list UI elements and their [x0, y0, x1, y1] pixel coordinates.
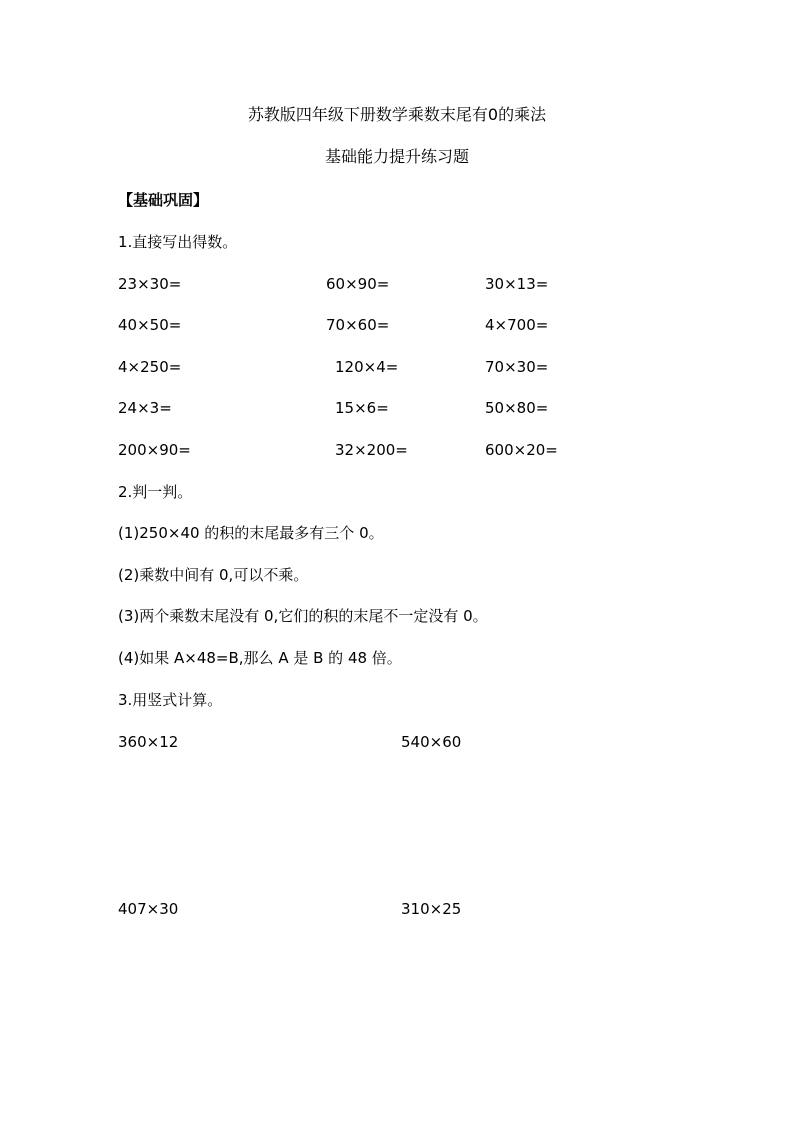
- q3-problem: 540×60: [401, 733, 462, 751]
- q1-item: 23×30=: [118, 275, 182, 293]
- q1-item: 4×250=: [118, 358, 182, 376]
- q1-item: 24×3=: [118, 399, 172, 417]
- q1-item: 600×20=: [485, 441, 558, 459]
- q2-statement: (1)250×40 的积的末尾最多有三个 0。: [118, 524, 384, 542]
- q1-item: 70×30=: [485, 358, 549, 376]
- q1-item: 200×90=: [118, 441, 191, 459]
- page-subtitle: 基础能力提升练习题: [324, 147, 469, 166]
- section-heading: 【基础巩固】: [118, 191, 209, 209]
- q1-item: 30×13=: [485, 275, 549, 293]
- q2-statement: (2)乘数中间有 0,可以不乘。: [118, 566, 309, 584]
- q1-item: 15×6=: [335, 399, 389, 417]
- q1-item: 70×60=: [326, 316, 390, 334]
- question-2-label: 2.判一判。: [118, 483, 193, 501]
- page-title: 苏教版四年级下册数学乘数末尾有0的乘法: [247, 105, 547, 124]
- q1-item: 120×4=: [335, 358, 399, 376]
- question-3-label: 3.用竖式计算。: [118, 691, 223, 709]
- q3-problem: 407×30: [118, 900, 179, 918]
- q1-item: 60×90=: [326, 275, 390, 293]
- question-1-label: 1.直接写出得数。: [118, 233, 238, 251]
- q1-item: 32×200=: [335, 441, 408, 459]
- q3-problem: 310×25: [401, 900, 462, 918]
- q2-statement: (3)两个乘数末尾没有 0,它们的积的末尾不一定没有 0。: [118, 607, 488, 625]
- q1-item: 40×50=: [118, 316, 182, 334]
- q3-problem: 360×12: [118, 733, 179, 751]
- q1-item: 50×80=: [485, 399, 549, 417]
- q1-item: 4×700=: [485, 316, 549, 334]
- q2-statement: (4)如果 A×48=B,那么 A 是 B 的 48 倍。: [118, 649, 402, 667]
